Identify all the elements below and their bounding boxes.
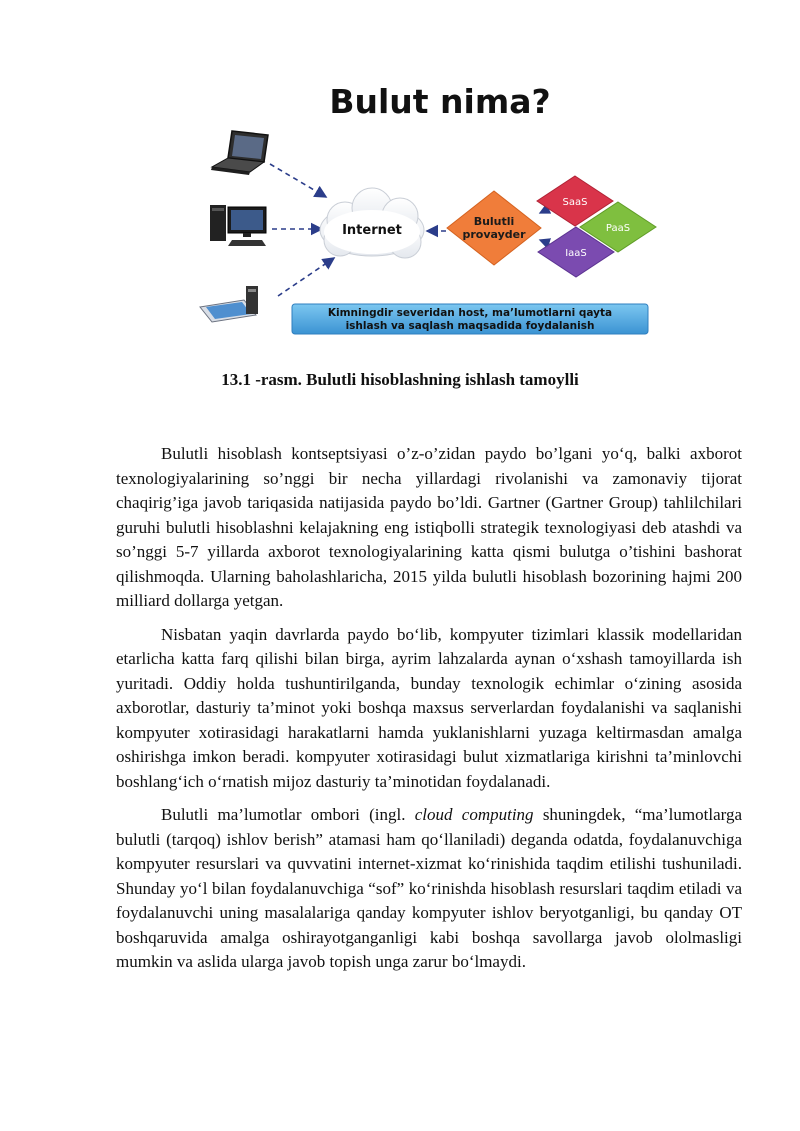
paragraph-3-rest: shuningdek, “ma’lumotlarga bulutli (tarqoq) ishlov berish” atamasi ham qo‘llaniladi) deganda odatda, foydalanuvchiga kompyuter resurslari va quvvatini internet-xizmat ko‘rinishida taqdim etilishi tushuniladi. Shunday yo‘l bilan foydalanuvchiga “sof” ko‘rinishda hisoblash resurslari taqdim etiladi va foydalanuvchi uning masalalariga qanday kompyuter ishlov beryotganligi, bu qanday OT boshqaruvida amalga oshirayotganganligi kabi boshqa savollarga javob ololmasligi mumkin va aslida ularga javob topish unga zarur bo‘lmaydi.	[116, 805, 743, 971]
laptop-to-internet-arrow	[270, 164, 326, 197]
figure-caption: 13.1 -rasm. Bulutli hisoblashning ishlash tamoylli	[221, 370, 579, 389]
laptop-icon	[211, 131, 268, 175]
banner-line-2: ishlash va saqlash maqsadida foydalanish	[345, 320, 595, 332]
provider-label-line-2: provayder	[462, 228, 526, 241]
paragraph-3-start: Bulutli ma’lumotlar ombori (ingl.	[161, 805, 406, 824]
provider-label-line-1: Bulutli	[473, 215, 515, 228]
tablet-icon	[200, 286, 258, 322]
paragraph-1: Bulutli hisoblash kontseptsiyasi o’z-o’zidan paydo bo’lgani yo‘q, balki axborot texnologiyalarining so’nggi bir necha yillardagi rivolanishi va zamonaviy tijorat chaqirig’iga javob tariqasida natijasida paydo bo’ldi. Gartner (Gartner Group) tahlilchilari guruhi bulutli hisoblashni kelajakning eng istiqbolli strategik texnologiyasi deb atashdi va so’nggi 5-7 yillarda axborot texnologiyalarining katta qismi bulutga o’tishini bashorat qilishmoqda. Ularning baholashlaricha, 2015 yilda bulutli hisoblash bozorining hajmi 200 milliard dollarga yetgan.	[116, 444, 742, 610]
figure-title: Bulut nima?	[329, 82, 551, 121]
paragraph-2: Nisbatan yaqin davrlarda paydo bo‘lib, kompyuter tizimlari klassik modellaridan etarlicha katta farq qilishi bilan birga, ayrim lahzalarda aynan o‘xshash tamoyillarda ish yuritadi. Oddiy holda tushuntirilganda, bunday texnologik echimlar o‘zining asosida axborotlar, dasturiy ta’minot yoki boshqa maxsus serverlardan foydalanishi va saqlanishi kompyuter xotirasidagi harakatlarni hamda yuklanishlarni yuzaga keltirmasdan amalga oshirishga imkon beradi. kompyuter xotirasidagi bulut xizmatlariga kirishni ta’minlovchi boshlang‘ich o‘rnatish mijoz dasturiy ta’minotidan foydalanadi.	[116, 624, 742, 791]
desktop-computer-icon	[210, 205, 266, 246]
paragraph-3	[116, 803, 742, 975]
saas-label: SaaS	[562, 197, 588, 208]
iaas-label: IaaS	[565, 248, 587, 259]
internet-label: Internet	[342, 223, 402, 238]
cloud-computing-term: cloud computing	[414, 805, 534, 824]
tablet-to-internet-arrow	[278, 258, 334, 296]
document-body	[116, 442, 742, 984]
paas-label: PaaS	[605, 223, 631, 234]
banner-line-1: Kimningdir severidan host, ma’lumotlarni qayta	[327, 307, 613, 319]
cloud-diagram-figure	[0, 0, 800, 345]
cloud-diagram	[0, 0, 800, 345]
